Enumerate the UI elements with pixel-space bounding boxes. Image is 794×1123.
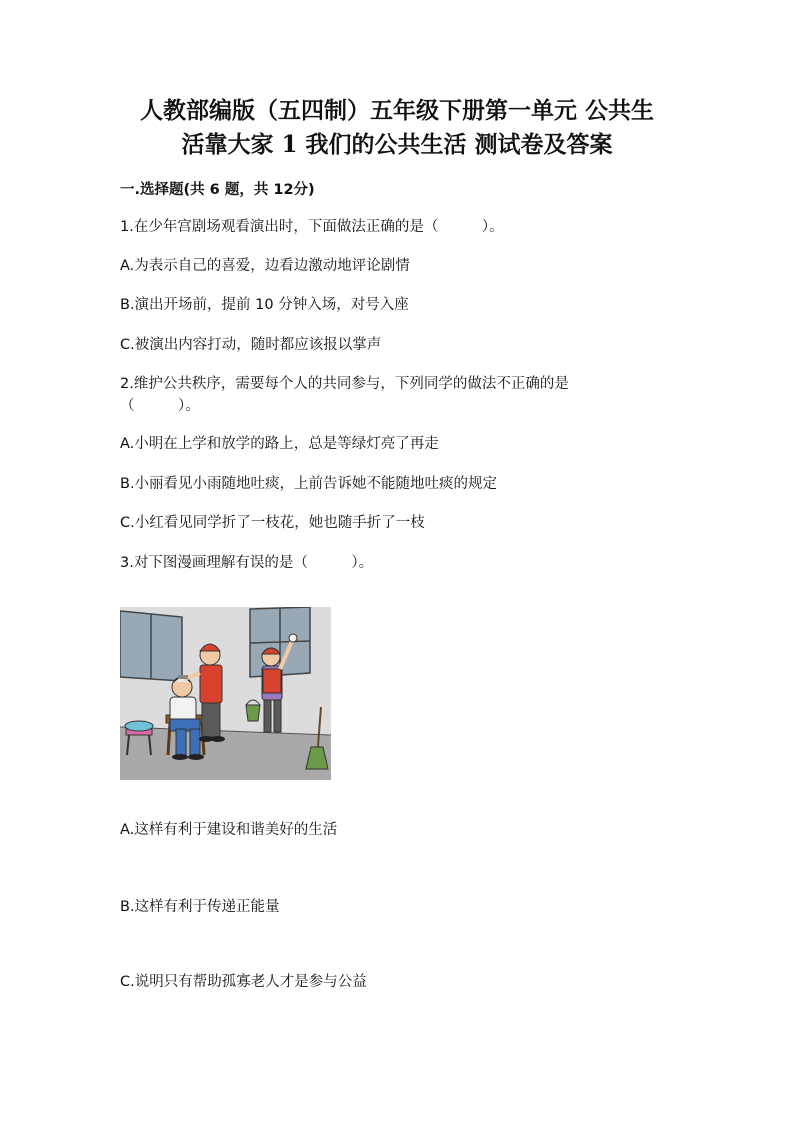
question-2-stem-line-1: 2.维护公共秩序，需要每个人的共同参与，下列同学的做法不正确的是 xyxy=(120,376,569,392)
question-2-option-c: C.小红看见同学折了一枝花，她也随手折了一枝 xyxy=(120,515,425,531)
question-2-option-b: B.小丽看见小雨随地吐痰，上前告诉她不能随地吐痰的规定 xyxy=(120,476,498,492)
volunteer-cartoon-illustration xyxy=(120,607,331,780)
question-1-option-a: A.为表示自己的喜爱，边看边激动地评论剧情 xyxy=(120,258,410,274)
section-heading: 一.选择题(共 6 题，共 12分) xyxy=(120,182,315,198)
question-3-option-b: B.这样有利于传递正能量 xyxy=(120,899,280,915)
question-1-option-b: B.演出开场前，提前 10 分钟入场，对号入座 xyxy=(120,297,409,313)
document-title-line-2: 活靠大家 1 我们的公共生活 测试卷及答案 xyxy=(181,131,613,158)
question-1-option-c: C.被演出内容打动，随时都应该报以掌声 xyxy=(120,337,382,353)
question-2-stem-line-2: （ ）。 xyxy=(120,398,200,414)
question-3-option-a: A.这样有利于建设和谐美好的生活 xyxy=(120,822,338,838)
question-3-stem: 3.对下图漫画理解有误的是（ ）。 xyxy=(120,555,374,571)
question-2-option-a: A.小明在上学和放学的路上，总是等绿灯亮了再走 xyxy=(120,436,439,452)
document-title-line-1: 人教部编版（五四制）五年级下册第一单元 公共生 xyxy=(139,97,654,124)
question-1-stem: 1.在少年宫剧场观看演出时，下面做法正确的是（ ）。 xyxy=(120,219,504,235)
question-3-option-c: C.说明只有帮助孤寡老人才是参与公益 xyxy=(120,974,367,990)
